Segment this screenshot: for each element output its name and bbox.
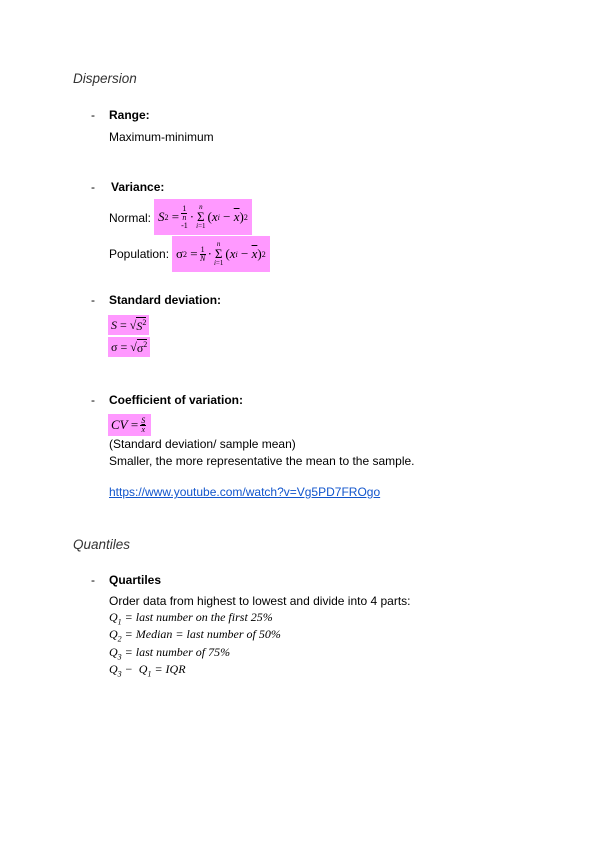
variance-normal-label: Normal: (109, 211, 152, 225)
quartile-q1-line: $Q_1$ = last number on the first 25% (109, 610, 273, 627)
quartile-q3-text: = last number of 75% (124, 645, 231, 659)
quartiles-title: Quartiles (109, 573, 162, 587)
bullet-dash: - (91, 108, 95, 122)
section-heading-quantiles: Quantiles (73, 537, 131, 552)
variance-population-formula: σ 2 = $\frac{1}{N}$ · n Σ i=1 ( x i − $\overline{x}$ ) 2 (172, 236, 270, 272)
range-title: Range: (109, 108, 150, 122)
variance-population-label: Population: (109, 247, 170, 261)
cv-title: Coefficient of variation: (109, 393, 244, 407)
cv-note-2: Smaller, the more representative the mean to the sample. (109, 454, 415, 468)
std-title: Standard deviation: (109, 293, 222, 307)
cv-formula: CV = $\frac{S}{x}$ (108, 414, 151, 436)
quartile-q3-line: $Q_3$ = last number of 75% (109, 645, 231, 662)
quartile-q2-text: = Median = last number of 50% (124, 627, 281, 641)
bullet-dash: - (91, 293, 95, 307)
quartiles-intro: Order data from highest to lowest and divide into 4 parts: (109, 594, 411, 608)
std-population-formula: σ = √ $\sigma^2$ (108, 337, 150, 357)
bullet-dash: - (91, 573, 95, 587)
variance-sample-formula: S 2 = 1 n -1 · n Σ i=1 ( x i − $\overline{x}$ ) 2 (154, 199, 252, 235)
youtube-link[interactable]: https://www.youtube.com/watch?v=Vg5PD7FROgo (109, 485, 381, 499)
quartile-iqr-text: = IQR (154, 662, 186, 676)
section-heading-dispersion: Dispersion (73, 71, 137, 86)
bullet-dash: - (91, 180, 95, 194)
bullet-dash: - (91, 393, 95, 407)
cv-note: (Standard deviation/ sample mean) (109, 437, 296, 451)
quartile-q2-line: $Q_2$ = Median = last number of 50% (109, 627, 281, 644)
std-sample-formula: S = √ $S^2$ (108, 315, 149, 335)
variance-title: Variance: (111, 180, 165, 194)
quartile-q1-text: = last number on the first 25% (124, 610, 273, 624)
range-body: Maximum-minimum (109, 130, 214, 144)
quartile-iqr-line: $Q_3 - Q_1$ = IQR (109, 662, 186, 679)
